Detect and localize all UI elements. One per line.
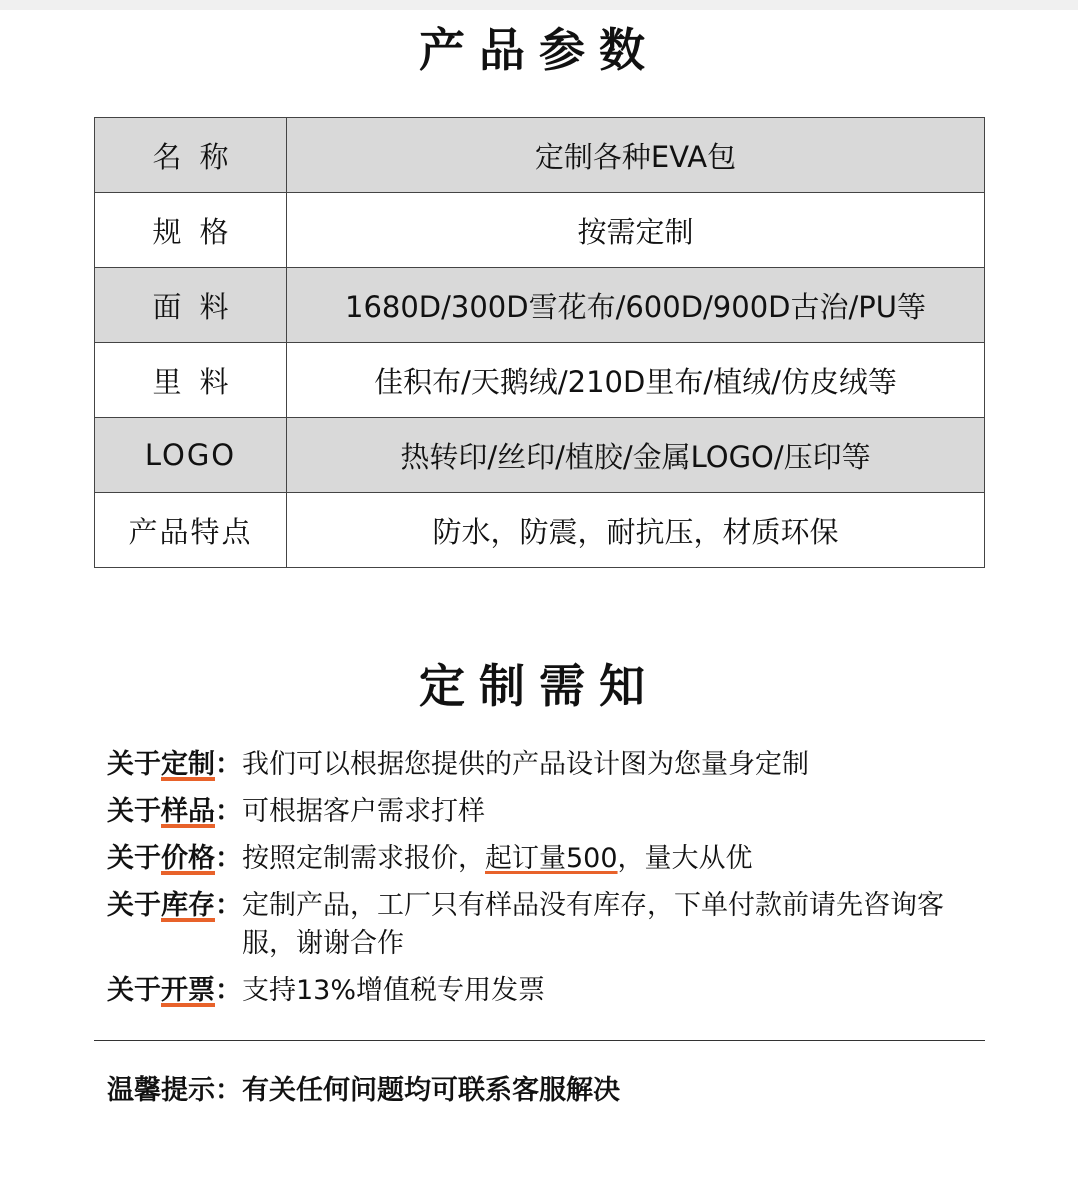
note-text-part: ，量大从优	[617, 843, 753, 874]
table-row	[95, 418, 985, 493]
note-sep: ：	[215, 975, 242, 1006]
note-sep: ：	[215, 749, 242, 780]
note-text: 我们可以根据您提供的产品设计图为您量身定制	[242, 749, 809, 780]
note-prefix: 关于	[107, 975, 161, 1006]
note-item	[107, 793, 987, 831]
table-row	[95, 268, 985, 343]
note-key	[107, 887, 242, 963]
note-keyword: 库存	[161, 890, 215, 921]
table-row	[95, 193, 985, 268]
note-text: 定制产品，工厂只有样品没有库存，下单付款前请先咨询客服，谢谢合作	[242, 890, 944, 959]
row-value: 按需定制	[287, 193, 985, 268]
note-keyword: 定制	[161, 749, 215, 780]
note-prefix: 关于	[107, 796, 161, 827]
table-row	[95, 343, 985, 418]
note-prefix: 关于	[107, 749, 161, 780]
note-text-highlight: 起订量500	[485, 843, 618, 874]
row-label: LOGO	[95, 418, 287, 493]
note-text: 支持13%增值税专用发票	[242, 975, 546, 1006]
row-value: 热转印/丝印/植胶/金属LOGO/压印等	[287, 418, 985, 493]
warm-tip	[107, 1068, 620, 1107]
note-keyword: 开票	[161, 975, 215, 1006]
table-row	[95, 118, 985, 193]
top-bar	[0, 0, 1078, 10]
note-key	[107, 840, 242, 878]
table-row	[95, 493, 985, 568]
row-label: 规格	[95, 193, 287, 268]
params-title: 产品参数	[419, 23, 659, 77]
row-label: 面料	[95, 268, 287, 343]
note-sep: ：	[215, 890, 242, 921]
notice-title: 定制需知	[419, 659, 659, 713]
note-keyword: 价格	[161, 843, 215, 874]
params-table	[94, 117, 985, 568]
row-value: 定制各种EVA包	[287, 118, 985, 193]
row-label: 产品特点	[95, 493, 287, 568]
note-item	[107, 972, 987, 1010]
note-sep: ：	[215, 796, 242, 827]
note-sep: ：	[215, 843, 242, 874]
note-key	[107, 746, 242, 784]
tip-label: 温馨提示：	[107, 1075, 242, 1106]
note-key	[107, 972, 242, 1010]
note-item	[107, 840, 987, 878]
note-prefix: 关于	[107, 843, 161, 874]
notice-list	[107, 746, 987, 1019]
row-value: 防水，防震，耐抗压，材质环保	[287, 493, 985, 568]
row-value: 1680D/300D雪花布/600D/900D古治/PU等	[287, 268, 985, 343]
row-label: 名称	[95, 118, 287, 193]
row-label: 里料	[95, 343, 287, 418]
note-keyword: 样品	[161, 796, 215, 827]
note-prefix: 关于	[107, 890, 161, 921]
note-text	[242, 840, 987, 878]
divider	[94, 1040, 985, 1041]
note-item	[107, 887, 987, 963]
note-key	[107, 793, 242, 831]
note-text-part: 按照定制需求报价，	[242, 843, 485, 874]
note-item	[107, 746, 987, 784]
row-value: 佳积布/天鹅绒/210D里布/植绒/仿皮绒等	[287, 343, 985, 418]
note-text: 可根据客户需求打样	[242, 796, 485, 827]
tip-text: 有关任何问题均可联系客服解决	[242, 1075, 620, 1106]
